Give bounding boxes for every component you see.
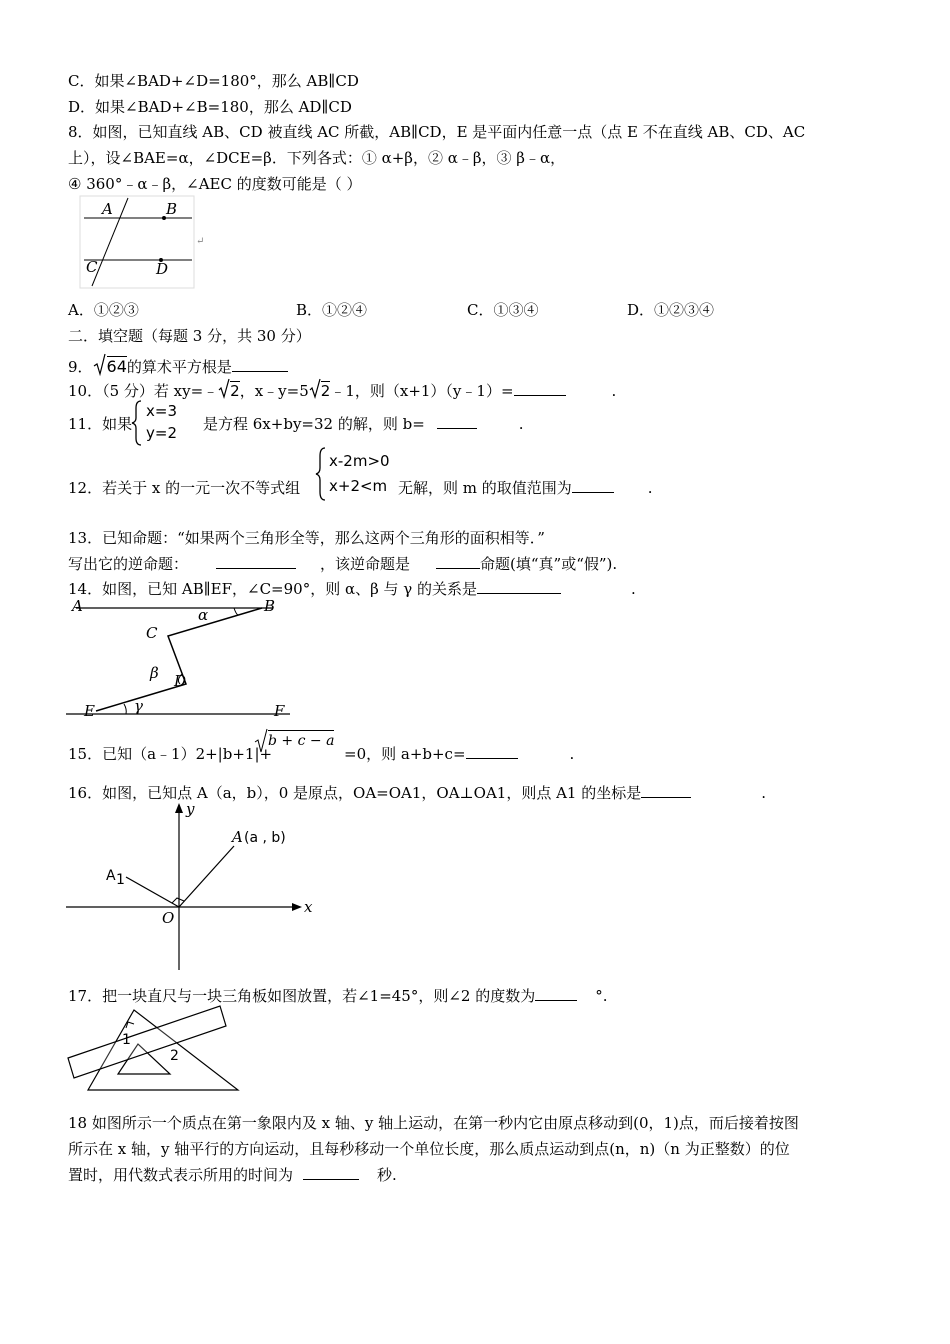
q16-label-a1: A [106,868,116,884]
q15-text-b: =0，则 a+b+c= [344,745,466,763]
q14-label-gamma: γ [134,697,143,715]
q10-text-c: ﹣1，则（x+1）（y﹣1）= [330,382,514,400]
q18-answer-blank[interactable] [303,1165,359,1180]
q15-text-a: 15．已知（a﹣1）2+|b+1|+ [68,745,273,763]
q11-rest [203,414,524,434]
q14-answer-blank[interactable] [477,579,561,594]
q12-text-b: 无解，则 m 的取值范围为 [398,479,572,497]
q14-label-b: B [264,597,276,615]
q8-figure [80,196,210,292]
q10-radicand-1: 2 [230,382,240,400]
q17-line [68,986,608,1006]
q8-line3: ④ 360°﹣α﹣β，∠AEC 的度数可能是（ ） [68,175,362,193]
q14-label-c: C [146,624,158,642]
q18-line1: 18 如图所示一个质点在第一象限内及 x 轴、y 轴上运动，在第一秒内它由原点移动到(0，1)点，而后接着按图 [68,1114,799,1132]
q16-label-y: y [186,800,195,818]
q12-text-a: 12．若关于 x 的一元一次不等式组 [68,479,301,497]
q8-label-d: D [156,260,169,278]
q14-text: 14．如图，已知 AB∥EF，∠C=90°，则 α、β 与 γ 的关系是 [68,580,478,598]
q10-radicand-2: 2 [320,382,331,400]
q13-converse-blank[interactable] [216,554,296,569]
q16-label-o: O [162,909,175,927]
q18-text-a: 置时，用代数式表示所用的时间为 [68,1166,294,1184]
q13-line1: 13．已知命题：“如果两个三角形全等，那么这两个三角形的面积相等．” [68,529,545,547]
q11-eq1: x=3 [146,402,177,420]
sqrt-sign [309,376,331,401]
q16-figure [66,800,326,972]
q8-option-c: C．①③④ [467,301,539,319]
q14-label-e: E [84,702,95,720]
q11-period: . [518,415,524,433]
q14-period: . [631,580,636,598]
q7-option-c: C．如果∠BAD+∠D=180°，那么 AB∥CD [68,72,359,90]
q14-label-d: D [174,672,187,690]
q13-text-b: ，该逆命题是 [320,555,411,573]
q9-num: 9． [68,358,93,376]
q12-period: . [647,479,653,497]
q15-rest [344,744,574,764]
q13-text-c: 命题(填“真”或“假”). [480,555,618,573]
q9 [68,350,288,377]
q9-answer-blank[interactable] [232,357,288,372]
q15-period: . [569,745,575,763]
q11-text-b: 是方程 6x+by=32 的解，则 b= [203,415,425,433]
q17-label-2: 2 [170,1048,179,1064]
sqrt-sign [218,376,240,401]
q10-text-a: 10．（5 分）若 xy=﹣ [68,382,219,400]
q10-text-b: ，x﹣y=5 [239,382,309,400]
q9-text: 的算术平方根是 [126,358,232,376]
q10 [68,376,616,401]
q14-figure [66,598,292,720]
q8-label-b: B [166,200,178,218]
q10-period: . [611,382,617,400]
return-mark-icon: ↵ [196,236,205,247]
q15-answer-blank[interactable] [466,744,518,759]
q8-line2: 上），设∠BAE=α，∠DCE=β．下列各式：① α+β，② α﹣β，③ β﹣α， [68,149,566,167]
q16-label-x: x [304,898,313,916]
sqrt-sign [93,350,127,377]
q17-degree: °. [595,987,608,1005]
q11-answer-blank[interactable] [437,414,477,429]
q14-label-a: A [72,597,83,615]
q10-answer-blank[interactable] [514,381,566,396]
q12-rest [398,478,653,498]
q16-label-a: A [232,828,243,846]
q8-option-d: D．①②③④ [627,301,715,319]
q8-line1: 8．如图，已知直线 AB、CD 被直线 AC 所截，AB∥CD，E 是平面内任意一点（点 E 不在直线 AB、CD、AC [68,123,806,141]
q12-answer-blank[interactable] [572,478,614,493]
q16-answer-blank[interactable] [641,783,691,798]
q14-line [68,579,636,599]
q14-label-beta: β [150,664,159,682]
q15-radicand: b + c − a [268,730,334,751]
q18-line3 [68,1165,397,1185]
q11-eq2: y=2 [146,424,177,442]
q18-line2: 所示在 x 轴，y 轴平行的方向运动，且每秒移动一个单位长度，那么质点运动到点(n，n)（n 为正整数）的位 [68,1140,790,1158]
q8-option-a: A．①②③ [68,301,139,319]
q16-label-a-coord: (a , b) [244,830,286,846]
q18-text-b: 秒. [377,1166,397,1184]
q11-text-a: 11．如果 [68,415,133,433]
q14-label-f: F [274,702,285,720]
q16-label-a1-sub: 1 [116,872,125,888]
q8-option-b: B．①②④ [296,301,368,319]
q7-option-d: D．如果∠BAD+∠B=180，那么 AD∥CD [68,98,352,116]
q8-label-c: C [86,258,98,276]
q12-eq1: x-2m>0 [329,452,390,470]
section-heading: 二．填空题（每题 3 分，共 30 分） [68,327,311,345]
q16-period: . [761,784,767,802]
q13-line2 [68,554,617,574]
q17-answer-blank[interactable] [535,986,577,1001]
q9-radicand: 64 [106,357,127,376]
q16-text: 16．如图，已知点 A（a，b），0 是原点，OA=OA1，OA⊥OA1，则点 A1 的坐标是 [68,784,642,802]
q13-text-a: 写出它的逆命题： [68,555,189,573]
q14-label-alpha: α [198,606,209,624]
q11 [68,414,132,434]
q17-label-1: 1 [122,1032,131,1048]
q12-eq2: x+2<m [329,477,388,495]
q17-text: 17．把一块直尺与一块三角板如图放置，若∠1=45°，则∠2 的度数为 [68,987,536,1005]
q8-label-a: A [102,200,113,218]
q13-truth-blank[interactable] [436,554,480,569]
q17-figure [66,1004,246,1096]
